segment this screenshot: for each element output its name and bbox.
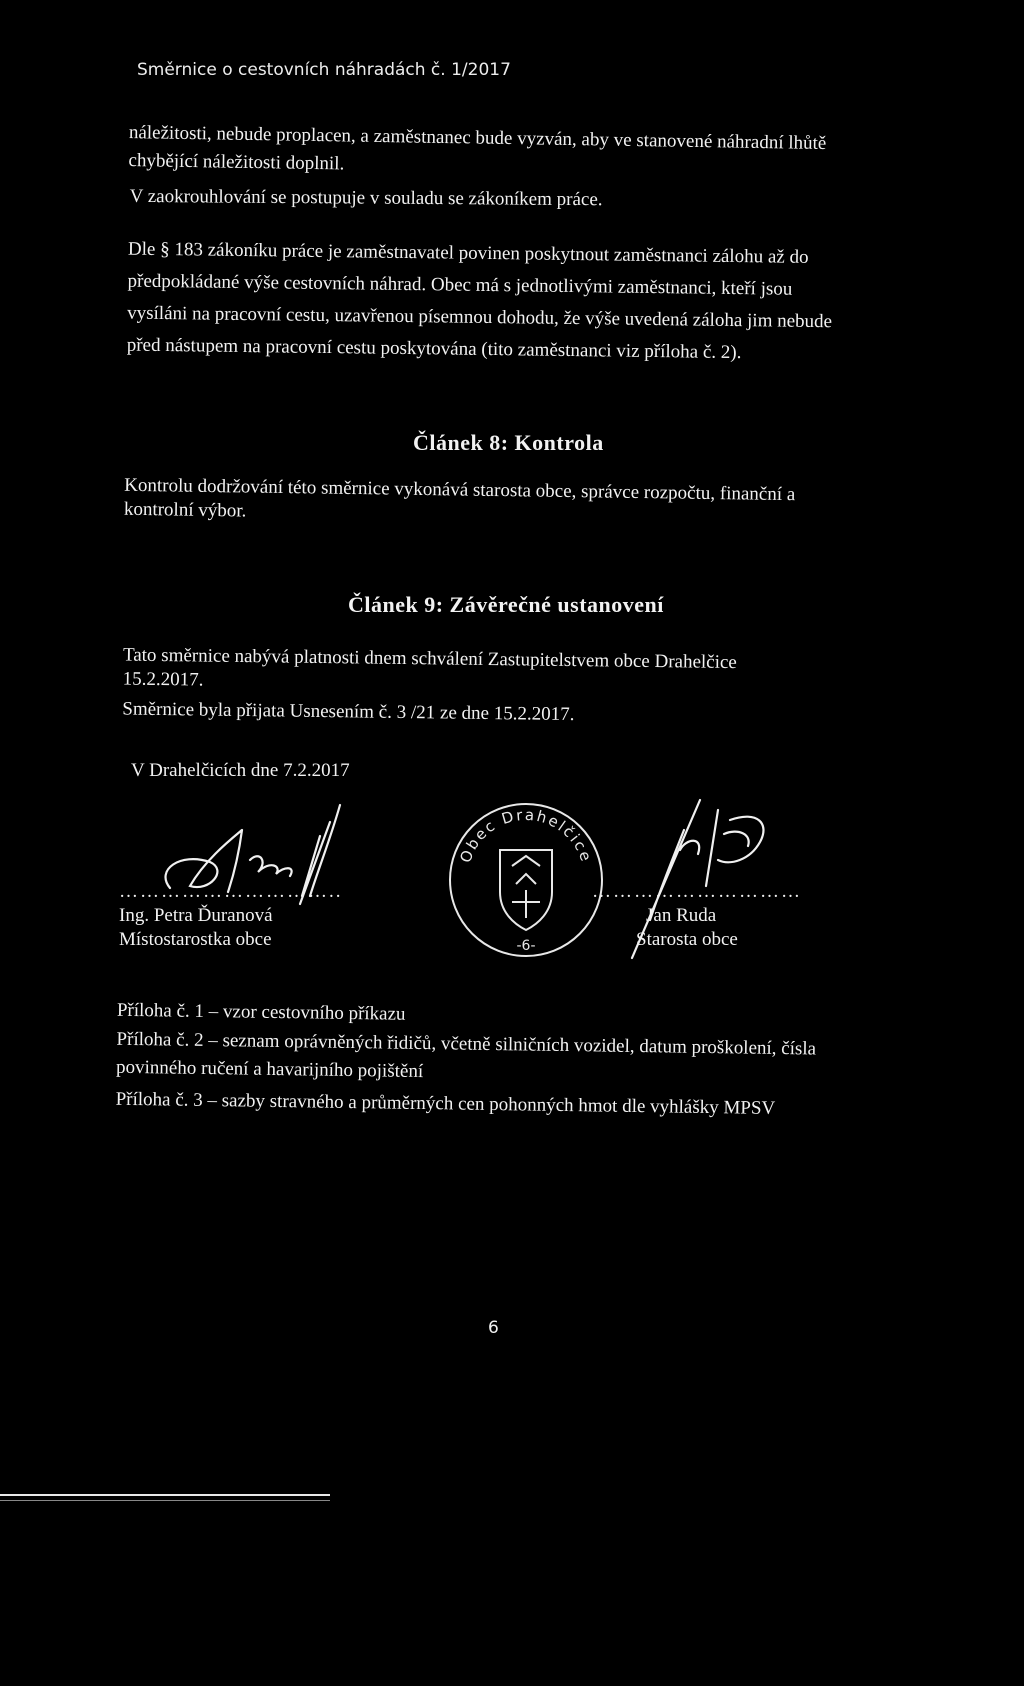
place-date: V Drahelčicích dne 7.2.2017 [131,760,350,781]
bottom-rule-shadow [0,1500,330,1501]
bottom-rule [0,1494,330,1496]
municipal-stamp [446,800,606,960]
right-signer-role: Starosta obce [636,929,738,950]
rounding-line: V zaokrouhlování se postupuje v souladu se zákoníkem práce. [129,185,603,211]
intro-line-2: chybějící náležitosti doplnil. [128,150,345,175]
left-signer-role: Místostarostka obce [119,929,272,950]
attachment-2-line-2: povinného ručení a havarijního pojištění [115,1056,424,1083]
right-signature-line: ………………………… [592,881,802,902]
page-number: 6 [488,1318,499,1338]
intro-line-1: náležitosti, nebude proplacen, a zaměstnanec bude vyzván, aby ve stanovené náhradní lhůtě [128,122,827,154]
article-9-line-3: Směrnice byla přijata Usnesením č. 3 /21 ze dne 15.2.2017. [122,698,575,726]
advance-line-2: předpokládané výše cestovních náhrad. Obec má s jednotlivými zaměstnanci, kteří jsou [127,270,793,300]
article-9-line-1: Tato směrnice nabývá platnosti dnem schválení Zastupitelstvem obce Drahelčice [122,644,737,674]
advance-line-1: Dle § 183 zákoníku práce je zaměstnavatel povinen poskytnout zaměstnanci zálohu až do [127,238,809,268]
attachment-2-line-1: Příloha č. 2 – seznam oprávněných řidičů, včetně silničních vozidel, datum proškolení, čísla [116,1028,817,1060]
article-8-line-2: kontrolní výbor. [123,498,247,522]
advance-line-4: před nástupem na pracovní cestu poskytována (tito zaměstnanci viz příloha č. 2). [126,334,742,364]
article-8-title: Článek 8: Kontrola [413,430,604,455]
advance-line-3: vysíláni na pracovní cestu, uzavřenou písemnou dohodu, že výše uvedená záloha jim nebude [127,302,833,333]
stamp-text: Obec Drahelčice [456,805,596,866]
left-signer-name: Ing. Petra Ďuranová [119,905,273,926]
stamp-number: -6- [516,938,536,954]
attachment-1: Příloha č. 1 – vzor cestovního příkazu [116,999,406,1025]
document-header: Směrnice o cestovních náhradách č. 1/2017 [137,60,511,80]
left-signature-block [119,880,343,952]
left-signature-line: ………………………….. [119,881,343,902]
article-9-line-2: 15.2.2017. [122,668,204,691]
article-9-title: Článek 9: Závěrečné ustanovení [348,592,664,617]
article-8-line-1: Kontrolu dodržování této směrnice vykonává starosta obce, správce rozpočtu, finanční a [124,474,796,506]
attachment-3: Příloha č. 3 – sazby stravného a průměrných cen pohonných hmot dle vyhlášky MPSV [115,1088,776,1119]
right-signature-block [592,880,802,952]
right-signer-name: Jan Ruda [646,905,717,926]
